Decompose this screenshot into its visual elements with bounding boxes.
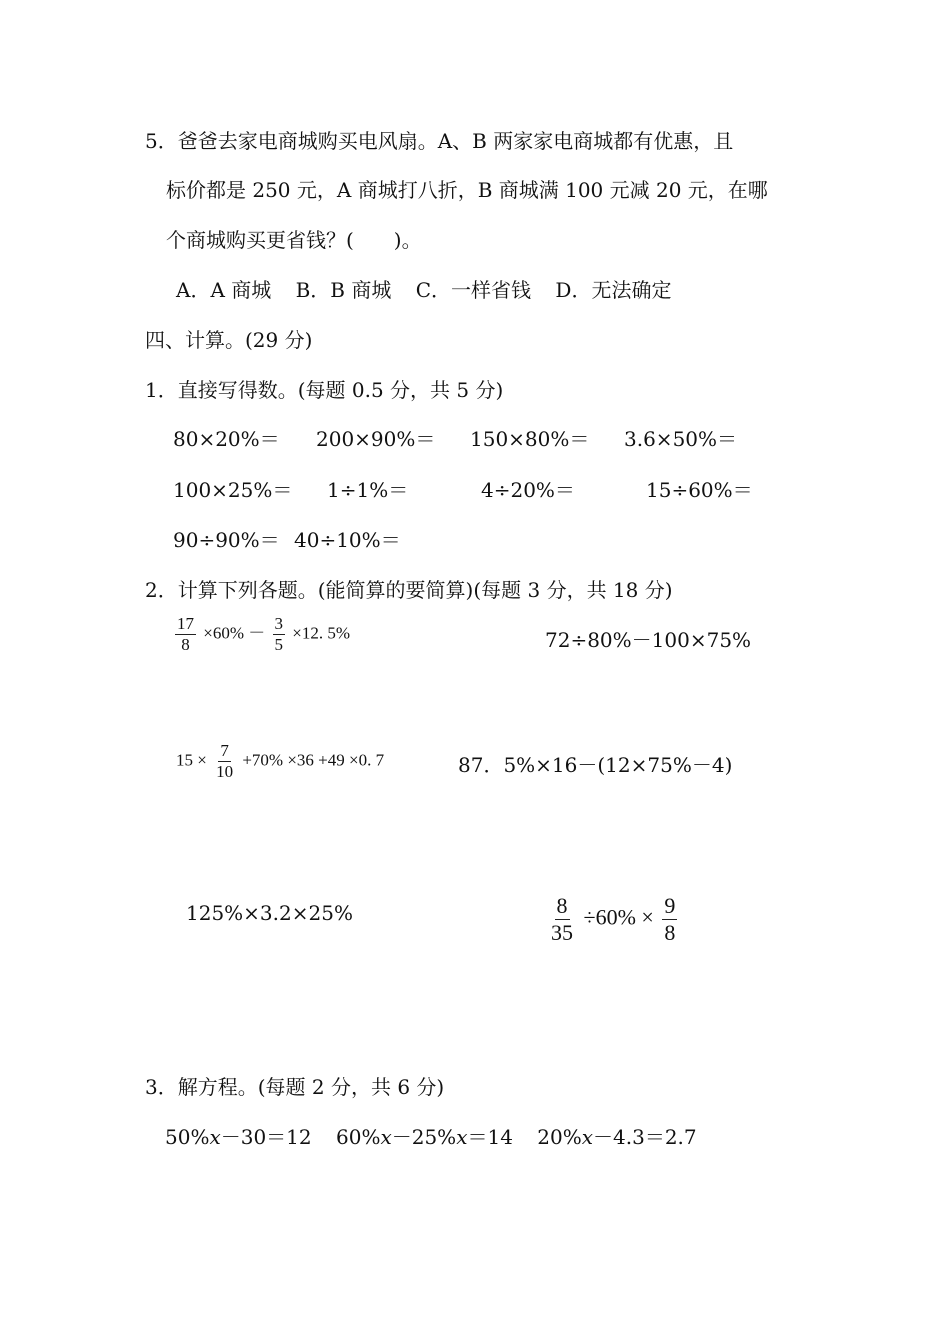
- expression-4: 87．5%×16－(12×75%－4): [458, 753, 733, 777]
- oral-item: 1÷1%＝: [327, 478, 409, 502]
- oral-item: 200×90%＝: [316, 427, 436, 451]
- expression-6: $\frac{8}{35}$ ÷60% × $\frac{9}{8}$: [551, 893, 676, 945]
- expression-3: 15 × $\frac{7}{10}$ +70% ×36 +49 ×0. 7: [176, 741, 385, 781]
- q5-options: [176, 278, 671, 302]
- equations-row: [165, 1125, 697, 1149]
- equation-3: 20%x－4.3＝2.7: [537, 1125, 697, 1149]
- expression-2: 72÷80%－100×75%: [545, 628, 752, 652]
- expression-1: $\frac{17}{8}$ ×60% － $\frac{3}{5}$ ×12. 5%: [177, 614, 350, 654]
- q5-line-1: 5．爸爸去家电商城购买电风扇。A、B 两家家电商城都有优惠，且: [145, 129, 734, 153]
- q5-option-d[interactable]: D．无法确定: [555, 278, 672, 302]
- section-4-title: 四、计算。(29 分): [145, 328, 313, 352]
- fraction: $\frac{3}{5}$: [274, 614, 283, 654]
- oral-item: 90÷90%＝: [173, 528, 280, 552]
- oral-item: 150×80%＝: [470, 427, 590, 451]
- q5-option-b[interactable]: B．B 商城: [295, 278, 392, 302]
- fraction: $\frac{17}{8}$: [177, 614, 194, 654]
- q5-option-a[interactable]: A．A 商城: [176, 278, 272, 302]
- equation-2: 60%x－25%x＝14: [336, 1125, 513, 1149]
- part-2-title: 2．计算下列各题。(能简算的要简算)(每题 3 分，共 18 分): [145, 578, 673, 602]
- equation-1: 50%x－30＝12: [165, 1125, 312, 1149]
- fraction: $\frac{8}{35}$: [551, 893, 573, 945]
- oral-item: 4÷20%＝: [481, 478, 575, 502]
- oral-item: 15÷60%＝: [646, 478, 753, 502]
- part-1-title: 1．直接写得数。(每题 0.5 分，共 5 分): [145, 378, 504, 402]
- oral-item: 3.6×50%＝: [624, 427, 738, 451]
- oral-item: 80×20%＝: [173, 427, 280, 451]
- oral-item: 40÷10%＝: [294, 528, 401, 552]
- expression-5: 125%×3.2×25%: [186, 901, 353, 925]
- part-3-title: 3．解方程。(每题 2 分，共 6 分): [145, 1075, 445, 1099]
- q5-option-c[interactable]: C．一样省钱: [415, 278, 532, 302]
- q5-line-3: 个商城购买更省钱？( )。: [166, 228, 422, 252]
- oral-item: 100×25%＝: [173, 478, 293, 502]
- fraction: $\frac{7}{10}$: [216, 741, 234, 781]
- fraction: $\frac{9}{8}$: [664, 893, 676, 945]
- q5-line-2: 标价都是 250 元，A 商城打八折，B 商城满 100 元减 20 元，在哪: [166, 178, 768, 202]
